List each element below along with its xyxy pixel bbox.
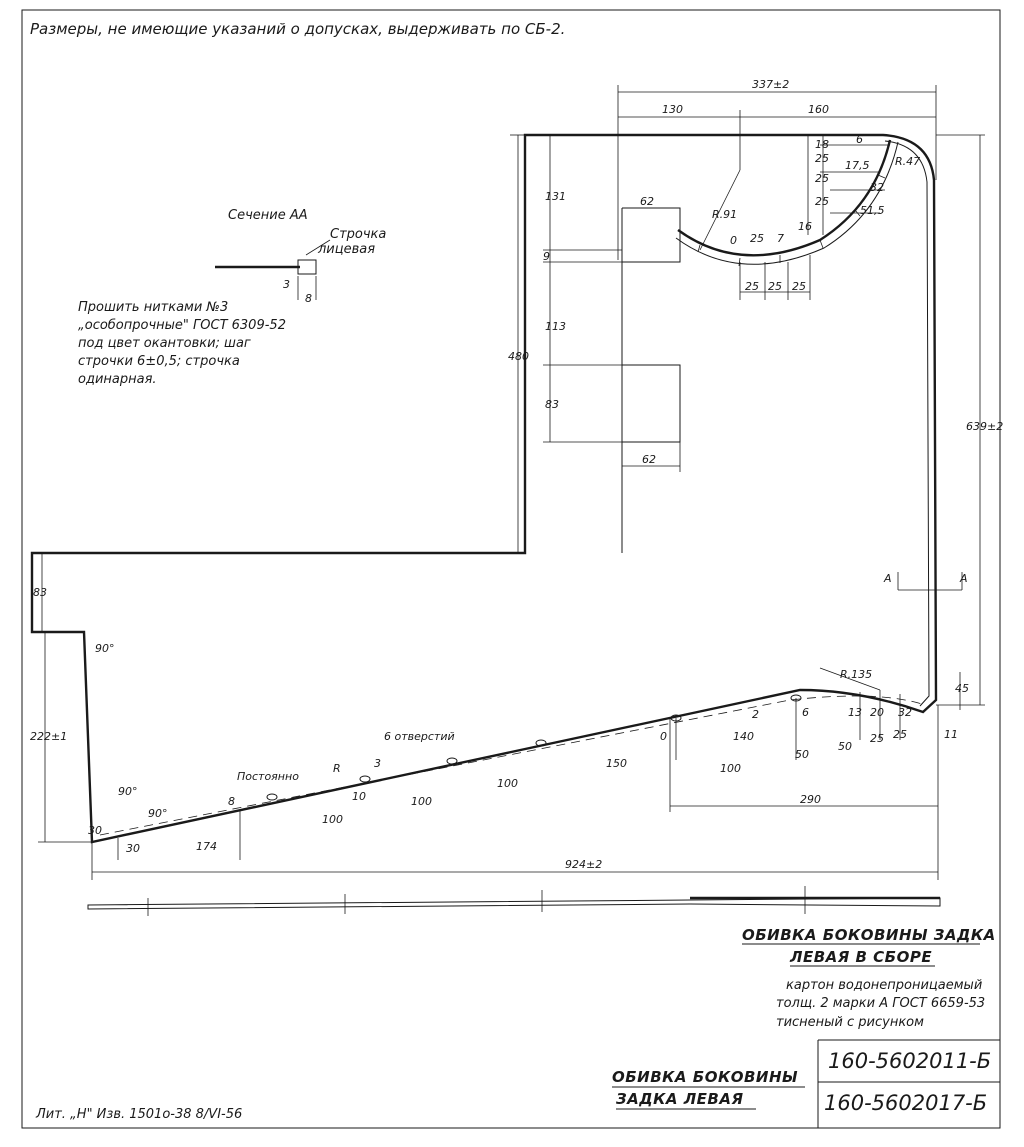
section-title: Сечение АА — [228, 208, 308, 223]
dim-label: 9 — [543, 250, 550, 263]
revision-note: Лит. „Н" Изв. 1501о-38 8/VI-56 — [36, 1107, 243, 1122]
part-title-line: ЛЕВАЯ В СБОРЕ — [790, 948, 933, 966]
dim-label: 25 — [870, 732, 884, 745]
dim-label: 25 — [815, 172, 829, 185]
dim-label: 90° — [148, 807, 168, 820]
section-aa — [215, 208, 386, 305]
dim-label: 30 — [88, 824, 102, 837]
dim-label: 100 — [411, 795, 432, 808]
dim-label: 17,5 — [845, 159, 870, 172]
dim-label: 18 — [815, 138, 829, 151]
dim-label: 50 — [838, 740, 852, 753]
dim-label: 924±2 — [565, 858, 603, 871]
dim-label: 337±2 — [752, 78, 790, 91]
dim-label: 32 — [898, 706, 912, 719]
dimension-lines — [38, 85, 985, 880]
dim-label: А — [884, 572, 892, 585]
dim-label: 25 — [815, 195, 829, 208]
dim-label: 16 — [798, 220, 812, 233]
dim-label: 222±1 — [30, 730, 68, 743]
dim-label: R — [333, 762, 341, 775]
dim-label: 6 отверстий — [384, 730, 455, 743]
dim-label: 25 — [750, 232, 764, 245]
header-note: Размеры, не имеющие указаний о допусках, выдерживать по СБ-2. — [30, 20, 566, 38]
title-block-name-2: ЗАДКА ЛЕВАЯ — [616, 1090, 744, 1108]
dim-label: 639±2 — [966, 420, 1004, 433]
dim-label: 45 — [955, 682, 969, 695]
dim-label: R.135 — [840, 668, 873, 681]
side-view-strip — [88, 898, 940, 909]
dim-label: 25 — [893, 728, 907, 741]
dim-label: А — [960, 572, 968, 585]
material-line: картон водонепроницаемый — [786, 978, 983, 993]
dim-label: 2 — [752, 708, 759, 721]
dim-label: 130 — [662, 103, 683, 116]
drawing-code-1: 160-5602011-Б — [828, 1049, 992, 1073]
sewing-note-line: одинарная. — [78, 372, 157, 387]
dim-label: 100 — [720, 762, 741, 775]
dim-label: 13 — [848, 706, 862, 719]
dim-label: 25 — [745, 280, 759, 293]
part-title-line: ОБИВКА БОКОВИНЫ ЗАДКА — [742, 926, 996, 944]
dim-label: Постоянно — [237, 770, 299, 783]
part-title — [742, 926, 996, 1030]
hole — [360, 776, 370, 782]
dim-label: 131 — [545, 190, 566, 203]
dim-label: 3 — [374, 757, 381, 770]
lower-tab — [622, 365, 680, 442]
dim-label: 174 — [196, 840, 217, 853]
dim-label: 0 — [660, 730, 667, 743]
dim-label: 100 — [322, 813, 343, 826]
dim-label: 25 — [768, 280, 782, 293]
dim-label: 90° — [118, 785, 138, 798]
dim-label: 25 — [815, 152, 829, 165]
dim-label: R.47 — [895, 155, 921, 168]
dim-label: 6 — [802, 706, 809, 719]
dim-label: 150 — [606, 757, 627, 770]
title-block — [35, 1040, 1000, 1128]
drawing-code-2: 160-5602017-Б — [824, 1091, 988, 1115]
dim-label: 83 — [33, 586, 47, 599]
stitch-label-2: лицевая — [318, 242, 376, 257]
dim-label: 83 — [545, 398, 559, 411]
material-line: тисненый с рисунком — [776, 1015, 924, 1030]
dim-label: 11 — [944, 728, 958, 741]
dim-label: 25 — [792, 280, 806, 293]
dim-label: 50 — [795, 748, 809, 761]
sewing-note-line: строчки 6±0,5; строчка — [78, 354, 240, 369]
stitch-label-1: Строчка — [330, 227, 387, 242]
section-edging — [298, 260, 316, 274]
dim-label: 51,5 — [860, 204, 885, 217]
dim-label: 0 — [730, 234, 737, 247]
dim-label: 290 — [800, 793, 821, 806]
sewing-note-line: „особопрочные" ГОСТ 6309-52 — [78, 318, 286, 333]
dim-label: 140 — [733, 730, 754, 743]
dim-label: 10 — [352, 790, 366, 803]
dim-label: 6 — [856, 133, 863, 146]
dim-label: 20 — [870, 706, 884, 719]
dim-label: 7 — [777, 232, 784, 245]
sewing-note-line: Прошить нитками №3 — [78, 300, 229, 315]
dim-label: 160 — [808, 103, 829, 116]
section-dim-a: 3 — [283, 278, 290, 291]
hole — [267, 794, 277, 800]
dim-label: 8 — [228, 795, 235, 808]
left-edge — [84, 632, 92, 842]
part-outline — [32, 135, 936, 842]
dim-label: 32 — [870, 181, 884, 194]
section-dim-b: 8 — [305, 292, 312, 305]
dim-label: 480 — [508, 350, 529, 363]
hole — [447, 758, 457, 764]
dim-label: 30 — [126, 842, 140, 855]
dim-label: 90° — [95, 642, 115, 655]
dim-label: 62 — [640, 195, 654, 208]
upper-tab — [622, 208, 680, 262]
side-view — [88, 886, 940, 916]
dim-label: 100 — [497, 777, 518, 790]
dim-label: R.91 — [712, 208, 738, 221]
cutout-arc — [678, 140, 890, 255]
edging-line — [885, 141, 929, 706]
title-block-name-1: ОБИВКА БОКОВИНЫ — [612, 1068, 799, 1086]
material-line: толщ. 2 марки А ГОСТ 6659-53 — [776, 996, 986, 1011]
sewing-note-line: под цвет окантовки; шаг — [78, 336, 251, 351]
sewing-note — [78, 300, 286, 387]
dim-label: 113 — [545, 320, 566, 333]
dim-label: 62 — [642, 453, 656, 466]
